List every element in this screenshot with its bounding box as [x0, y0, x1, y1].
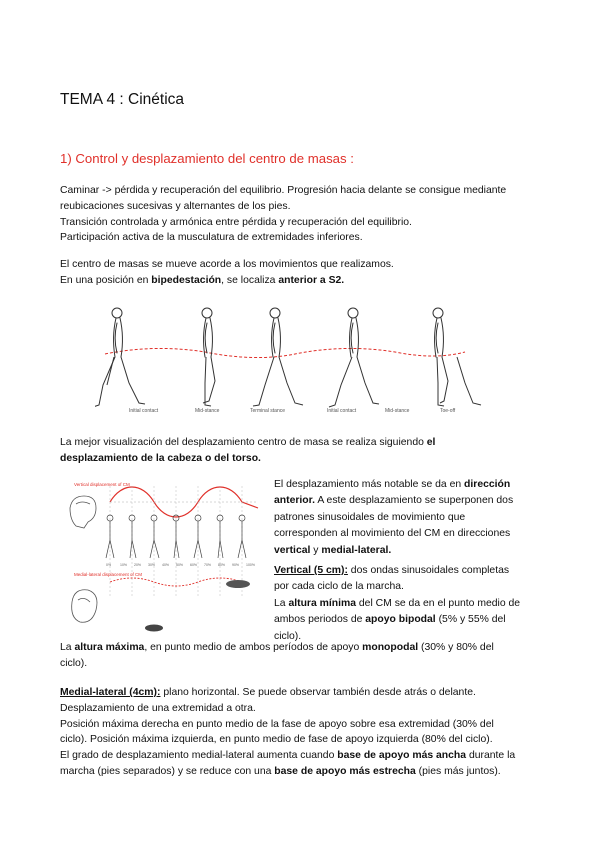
walker-figure: [253, 308, 303, 406]
text-line: Transición controlada y armónica entre pérdida y recuperación del equilibrio.: [60, 216, 412, 228]
text-line: La mejor visualización del desplazamiento centro de masa se realiza siguiendo el: [60, 437, 436, 448]
text-line: El grado de desplazamiento medial-lateral aumenta cuando base de apoyo más ancha durante la: [60, 750, 516, 762]
text-line: desplazamiento de la cabeza o del torso.: [60, 452, 261, 464]
text-line: La altura mínima del CM se da en el punto medio de: [274, 597, 521, 609]
text-line: Participación activa de la musculatura de extremidades inferiores.: [60, 232, 363, 244]
text-line: ciclo). Posición máxima izquierda, en punto medio de fase de apoyo izquierda (80% del ciclo).: [60, 734, 493, 746]
paragraph-visualization: [60, 435, 435, 467]
text-line: La altura máxima, en punto medio de ambos períodos de apoyo monopodal (30% y 80% del: [60, 642, 494, 653]
tick-label: 70%: [204, 563, 212, 567]
paragraph-walking: [60, 183, 506, 246]
figure-caption: Initial contact: [327, 408, 357, 414]
tick-label: 40%: [162, 563, 170, 567]
walker-figure: [433, 308, 448, 406]
walker-figure: [329, 308, 379, 407]
walker-figure: [95, 308, 145, 407]
paragraph-center-of-mass: [60, 257, 394, 289]
text-line: ciclo).: [274, 630, 302, 642]
head-sketch: [70, 496, 96, 528]
right-column-text: [274, 477, 513, 559]
text-line: ciclo).: [60, 657, 88, 669]
figure-caption: Terminal stance: [250, 408, 286, 414]
head-top-sketch: [72, 590, 97, 623]
text-line: anterior. A este desplazamiento se superponen dos: [274, 495, 514, 507]
text-line: ambos periodos de apoyo bipodal (5% y 55% del: [274, 614, 506, 626]
center-of-mass-path: [105, 348, 465, 357]
text-line: Posición máxima derecha en punto medio de la fase de apoyo sobre esa extremidad (30% del: [60, 718, 494, 730]
text-line: Vertical (5 cm): dos ondas sinusoidales completas: [274, 565, 510, 576]
text-line: corresponden al movimiento del CM en direcciones: [274, 528, 511, 540]
figure-caption: Mid-stance: [385, 408, 410, 414]
tick-label: 30%: [148, 563, 156, 567]
tick-label: 90%: [232, 563, 240, 567]
tick-label: 100%: [246, 563, 255, 567]
section-heading: 1) Control y desplazamiento del centro de masas :: [60, 151, 354, 166]
footprints: [145, 580, 250, 632]
paragraph-medial-lateral: [60, 685, 515, 780]
text-line: vertical y medial-lateral.: [274, 544, 392, 556]
paragraph-max-height: [60, 640, 494, 672]
displacement-figure: [62, 478, 268, 640]
text-line: reubicaciones sucesivas y alternantes de los pies.: [60, 200, 291, 212]
tick-label: 20%: [134, 563, 142, 567]
figure-caption: Mid-stance: [195, 408, 220, 414]
figure-caption: Initial contact: [129, 408, 159, 414]
text-line: El desplazamiento más notable se da en dirección: [274, 479, 511, 490]
text-line: Desplazamiento de una extremidad a otra.: [60, 702, 256, 714]
text-line: Medial-lateral (4cm): plano horizontal. Se puede observar también desde atrás o delante.: [60, 687, 476, 698]
tick-label: 50%: [176, 563, 184, 567]
page-title: TEMA 4 : Cinética: [60, 91, 185, 108]
text-line: Caminar -> pérdida y recuperación del equilibrio. Progresión hacia delante se consigue mediante: [60, 185, 507, 196]
tick-label: 80%: [218, 563, 226, 567]
figure-label: Vertical displacement of CM: [74, 482, 130, 487]
tick-label: 10%: [120, 563, 128, 567]
figure-caption: Toe-off: [440, 408, 456, 414]
text-line: El centro de masas se mueve acorde a los movimientos que realizamos.: [60, 259, 394, 270]
text-line: marcha (pies separados) y se reduce con una base de apoyo más estrecha (pies más juntos).: [60, 765, 501, 777]
tick-label: 60%: [190, 563, 198, 567]
vertical-text: [274, 563, 520, 645]
gait-cycle-figure: [95, 300, 485, 415]
tick-label: 0%: [106, 563, 112, 567]
walker-figure: [457, 357, 481, 405]
text-line: por cada ciclo de la marcha.: [274, 581, 404, 593]
walker-figure: [202, 308, 215, 406]
text-line: En una posición en bipedestación, se localiza anterior a S2.: [60, 274, 345, 286]
figure-label: Medial-lateral displacement of CM: [74, 572, 143, 577]
text-line: patrones sinusoidales de movimiento que: [274, 511, 466, 523]
